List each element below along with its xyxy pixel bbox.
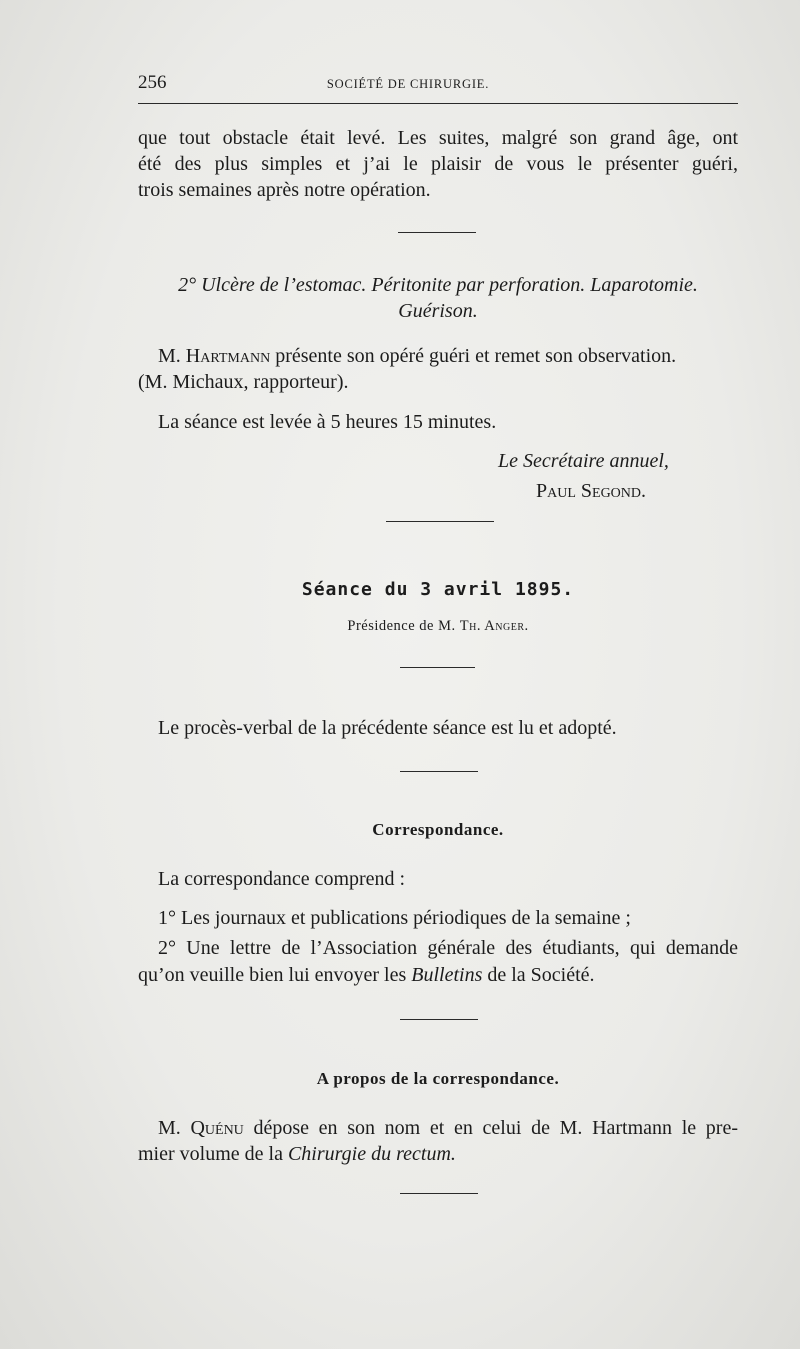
page-number: 256 xyxy=(138,72,167,93)
item2-title-line-1: 2° Ulcère de l’estomac. Péritonite par perforation. Laparotomie. xyxy=(178,274,698,296)
correspondance-intro: La correspondance comprend : xyxy=(158,868,406,890)
presidency-prefix: Présidence de M. xyxy=(347,618,456,634)
correspondance-divider xyxy=(400,771,478,772)
item2-line2-prefix: qu’on veuille bien lui envoyer les xyxy=(138,964,407,986)
apropos-heading: A propos de la correspondance. xyxy=(316,1069,560,1088)
presidency-line xyxy=(138,613,738,639)
session-divider xyxy=(386,521,494,522)
apropos-line2-prefix: mier volume de la xyxy=(138,1143,283,1165)
apropos-line-2 xyxy=(138,1141,738,1167)
section-divider xyxy=(398,232,476,233)
bulletins-title: Bulletins xyxy=(411,964,483,986)
correspondance-item-1: 1° Les journaux et publications périodiques de la semaine ; xyxy=(158,907,631,929)
running-head: SOCIÉTÉ DE CHIRURGIE. xyxy=(326,77,490,91)
adjournment-line: La séance est levée à 5 heures 15 minutes. xyxy=(158,411,497,433)
apropos-line-1 xyxy=(158,1115,738,1141)
surgeon-name-quenu: Quénu xyxy=(190,1117,244,1139)
apropos-prefix: M. xyxy=(158,1117,181,1139)
continuation-line-2: été des plus simples et j’ai le plaisir de vous le présenter guéri, xyxy=(138,153,738,175)
apropos-divider xyxy=(400,1019,478,1020)
session-title: Séance du 3 avril 1895. xyxy=(301,579,575,600)
continuation-line-3: trois semaines après notre opération. xyxy=(138,179,431,201)
item2-prefix: M. xyxy=(158,345,181,367)
signature-name: Paul Segond. xyxy=(536,480,647,502)
header-rule xyxy=(138,103,738,104)
correspondance-item-2-line-2 xyxy=(138,962,738,988)
item2-paragraph-line-1 xyxy=(158,343,738,369)
minutes-divider xyxy=(400,667,475,668)
signature-title: Le Secrétaire annuel, xyxy=(498,450,669,472)
minutes-line: Le procès-verbal de la précédente séance est lu et adopté. xyxy=(158,717,617,739)
correspondance-item-2-line-1: 2° Une lettre de l’Association générale des étudiants, qui demande xyxy=(158,937,738,959)
item2-line2-suffix: de la Société. xyxy=(487,964,595,986)
president-name: Th. Anger. xyxy=(459,618,529,634)
closing-divider xyxy=(400,1193,478,1194)
surgeon-name-hartmann: Hartmann xyxy=(185,345,271,367)
apropos-rest: dépose en son nom et en celui de M. Hartmann le pre- xyxy=(253,1117,738,1139)
correspondance-heading: Correspondance. xyxy=(372,820,504,839)
continuation-line-1: que tout obstacle était levé. Les suites, malgré son grand âge, ont xyxy=(138,127,738,149)
item2-title-line-2: Guérison. xyxy=(398,300,478,322)
chirurgie-title: Chirurgie du rectum. xyxy=(287,1143,456,1165)
page-header xyxy=(138,72,738,96)
item2-rest: présente son opéré guéri et remet son observation. xyxy=(275,345,677,367)
item2-paragraph-line-2: (M. Michaux, rapporteur). xyxy=(138,371,349,393)
